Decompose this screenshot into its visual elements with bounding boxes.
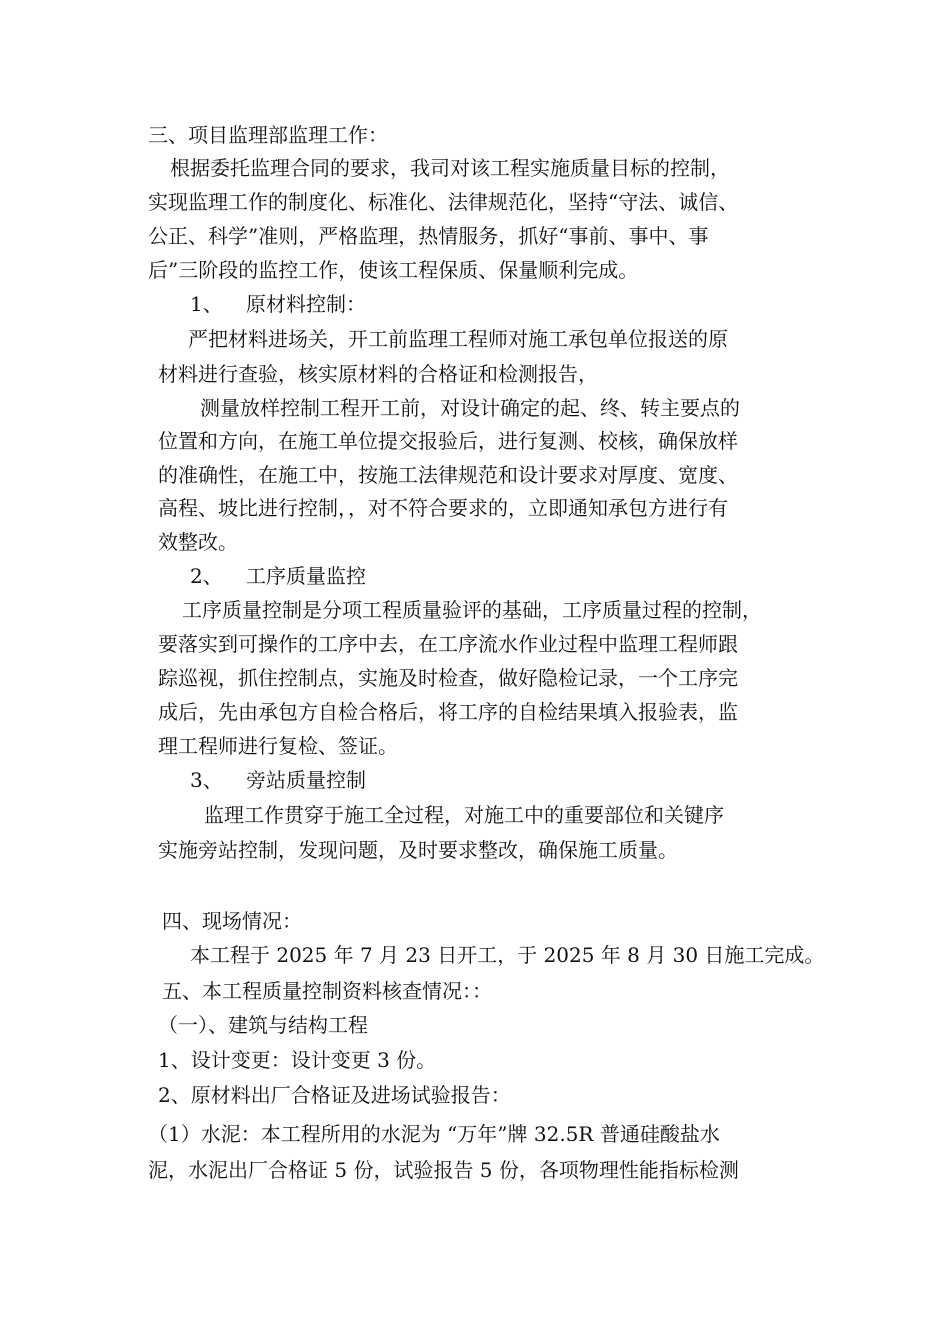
item1-para2-line: 效整改。 xyxy=(158,530,238,554)
item2-para-line: 成后，先由承包方自检合格后，将工序的自检结果填入报验表，监 xyxy=(158,700,738,724)
section5-heading: 五、本工程质量控制资料核查情况：： xyxy=(162,979,492,1003)
item1-para2-line: 高程、坡比进行控制，，对不符合要求的，立即通知承包方进行有 xyxy=(158,496,728,520)
item3-heading xyxy=(190,768,366,792)
item2-para-line: 工序质量控制是分项工程质量验评的基础，工序质量过程的控制， xyxy=(182,598,762,622)
section5-subheading: （一）、建筑与结构工程 xyxy=(158,1013,368,1037)
item2-title: 工序质量监控 xyxy=(246,564,366,588)
section4-heading: 四、现场情况： xyxy=(162,909,302,933)
section3-heading: 三、项目监理部监理工作： xyxy=(148,123,388,147)
item1-title: 原材料控制： xyxy=(246,292,366,316)
item3-para-line: 实施旁站控制，发现问题，及时要求整改，确保施工质量。 xyxy=(158,838,678,862)
item2-number: 2、 xyxy=(190,564,223,588)
item2-para-line: 踪巡视，抓住控制点，实施及时检查，做好隐检记录，一个工序完 xyxy=(158,666,738,690)
item1-para2-line: 位置和方向，在施工单位提交报验后，进行复测、校核，确保放样 xyxy=(158,429,738,453)
section3-intro-line: 实现监理工作的制度化、标准化、法律规范化，坚持“守法、诚信、 xyxy=(148,190,739,214)
item1-para2-line: 的准确性，在施工中，按施工法律规范和设计要求对厚度、宽度、 xyxy=(158,463,738,487)
cement-line: 泥，水泥出厂合格证 5 份，试验报告 5 份，各项物理性能指标检测 xyxy=(148,1158,739,1182)
item3-title: 旁站质量控制 xyxy=(246,768,366,792)
item2-heading xyxy=(190,564,366,588)
section5-item-design-change: 1、设计变更：设计变更 3 份。 xyxy=(158,1048,437,1072)
item1-heading xyxy=(190,292,366,316)
item1-para2-line: 测量放样控制工程开工前，对设计确定的起、终、转主要点的 xyxy=(200,396,740,420)
section3-intro-line: 后”三阶段的监控工作，使该工程保质、保量顺利完成。 xyxy=(148,258,639,282)
section3-intro-line: 根据委托监理合同的要求，我司对该工程实施质量目标的控制， xyxy=(170,156,730,180)
item1-para1-line: 材料进行查验，核实原材料的合格证和检测报告， xyxy=(158,362,598,386)
item1-number: 1、 xyxy=(190,292,223,316)
section3-intro-line: 公正、科学”准则，严格监理，热情服务，抓好“事前、事中、事 xyxy=(148,224,709,248)
section5-item-materials: 2、原材料出厂合格证及进场试验报告： xyxy=(158,1083,511,1107)
item2-para-line: 要落实到可操作的工序中去，在工序流水作业过程中监理工程师跟 xyxy=(158,632,738,656)
section4-text: 本工程于 2025 年 7 月 23 日开工，于 2025 年 8 月 30 日施工完成。 xyxy=(190,943,825,967)
item2-para-line: 理工程师进行复检、签证。 xyxy=(158,734,398,758)
item3-para-line: 监理工作贯穿于施工全过程，对施工中的重要部位和关键序 xyxy=(204,803,724,827)
cement-line: （1）水泥：本工程所用的水泥为 “万年”牌 32.5R 普通硅酸盐水 xyxy=(148,1122,720,1146)
item1-para1-line: 严把材料进场关，开工前监理工程师对施工承包单位报送的原 xyxy=(188,327,728,351)
item3-number: 3、 xyxy=(190,768,223,792)
